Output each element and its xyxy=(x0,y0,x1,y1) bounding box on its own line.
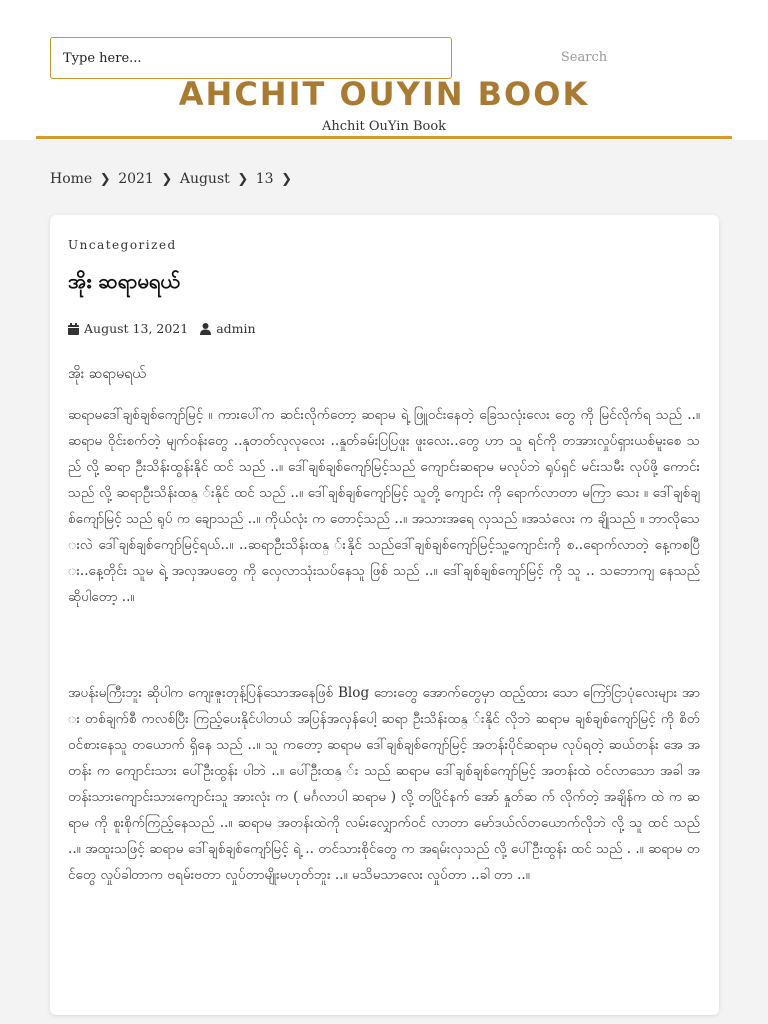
breadcrumb-month[interactable]: August xyxy=(179,171,230,187)
post-paragraph: ဆရာမဒေါ်ချစ်ချစ်ကျော်မြင့် ။ ကားပေါ်က ဆင်းလိုက်တော့ ဆရာမ ရဲ့ ဖြူဝင်းနေတဲ့ ခြေသလုံးလေး တွေ ကို မြင်လိုက်ရ သည် ..။ ဆရာမ ဝိုင်းစက်တဲ့ မျက်ဝန်းတွေ ..နုတတ်လုလုလေး ..နှုတ်ခမ်းပြပြဖူး ဖူးလေး..တွေ ဟာ သူ ရင်ကို တအားလှုပ်ရှားယစ်မူးစေ သည် လို့ ဆရာ ဦးသိန်းထွန်းနိုင် ထင် သည် ..။ ဒေါ်ချစ်ချစ်ကျော်မြင့်သည် ကျောင်းဆရာမ မလုပ်ဘဲ ရုပ်ရှင် မင်းသမီး လုပ်ဖို့ ကောင်း သည် လို့ ဆရာဦးသိန်းထန္ ်းနိုင် ထင် သည် ..။ ဒေါ်ချစ်ချစ်ကျော်မြင့် သူတို့ ကျောင်း ကို ရောက်လာတာ မကြာ သေး ။ ဒေါ်ချစ်ချစ်ကျော်မြင့် သည် ရုပ် က ချောသည် ..။ ကိုယ်လုံး က တောင့်သည် ..။ အသားအရေ လှသည် ။အသံလေး က ချိုသည် ။ ဘာလိုသေးလဲ ဒေါ်ချစ်ချစ်ကျော်မြင့်ရယ်..။ ..ဆရာဦးသိန်းထန္ ်းနိုင် သည်ဒေါ်ချစ်ချစ်ကျော်မြင့်သူ့ကျောင်းကို စ..ရောက်လာတဲ့ နေ့ကစပြီး..နေ့တိုင်း သူမ ရဲ့ အလှအပတွေ ကို လှေလာသုံးသပ်နေသူ ဖြစ် သည် ..။ ဒေါ်ချစ်ချစ်ကျော်မြင့် ကို သူ .. သဘောကျ နေသည် ဆိုပါတော့ ..။ xyxy=(68,407,700,605)
post-category-link[interactable]: Uncategorized xyxy=(68,238,177,252)
user-icon xyxy=(200,323,211,335)
site-tagline: Ahchit OuYin Book xyxy=(321,119,447,134)
site-title[interactable]: AHCHIT OUYIN BOOK xyxy=(178,75,590,113)
chevron-right-icon: ❯ xyxy=(281,171,293,187)
search-input[interactable] xyxy=(50,37,452,79)
post-paragraph: အပန်းမကြီးဘူး ဆိုပါက ကျေးဇူးတုန့်ပြန်သောအနေဖြစ် Blog ဘေးတွေ အောက်တွေမှာ ထည့်ထား သော ကြော်ငြာပုံလေးများ အား တစ်ချက်စီ ကလစ်ပြီး ကြည့်ပေးနိုင်ပါတယ် အပြန်အလှန်ပေါ့ ဆရာ ဦးသိန်းထန္ ်းနိုင် လိုဘဲ ဆရာမ ချစ်ချစ်ကျော်မြင့် ကို စိတ် ဝင်စားနေသူ တယောက် ရှိနေ သည် ..။ သူ ကတော့ ဆရာမ ဒေါ်ချစ်ချစ်ကျော်မြင့် အတန်းပိုင်ဆရာမ လုပ်ရတဲ့ ဆယ်တန်း အေ အတန်း က ကျောင်းသား ပေါ်ဦးထွန်း ပါဘဲ ..။ ပေါ်ဦးထန္ ်း သည် ဆရာမ ဒေါ်ချစ်ချစ်ကျော်မြင့် အတန်းထဲ ဝင်လာသော အခါ အတန်းသားကျောင်းသားကျောင်းသူ အားလုံး က ( မင်္ဂလာပါ ဆရာမ ) လို့ တပြိုင်နက် အော် နှုတ်ဆ က် လိုက်တဲ့ အချိန်က ထဲ က ဆရာမ ကို စူးစိုက်ကြည့်နေသည် ..။ ဆရာမ အတန်းထဲကို လမ်းလျှောက်ဝင် လာတာ မော်ဒယ်လ်တယောက်လိုဘဲ လို့ သူ ထင် သည် ..။ အထူးသဖြင့် ဆရာမ ဒေါ်ချစ်ချစ်ကျော်မြင့် ရဲ့ .. တင်သားစိုင်တွေ က အရမ်းလှသည် လို့ ပေါ်ဦးထွန်း ထင် သည် . .။ ဆရာမ တင်တွေ လှုပ်ခါတာက ဗရမ်းဗတာ လှုပ်တာမျိုးမဟုတ်ဘူး ..။ မသိမသာလေး လှုပ်တာ ..ခါ တာ ..။ xyxy=(68,685,700,883)
header-divider xyxy=(36,136,732,139)
chevron-right-icon: ❯ xyxy=(237,171,249,187)
breadcrumb xyxy=(50,168,300,190)
post-date: August 13, 2021 xyxy=(84,321,189,336)
breadcrumb-day[interactable]: 13 xyxy=(255,171,274,187)
search-button[interactable]: Search xyxy=(544,44,624,70)
calendar-icon xyxy=(68,323,79,335)
post-meta xyxy=(68,321,268,336)
chevron-right-icon: ❯ xyxy=(161,171,173,187)
post-title: အိုး ဆရာမရယ် xyxy=(68,269,180,293)
post-author: admin xyxy=(216,321,256,336)
post-author-link[interactable] xyxy=(200,321,255,336)
post-subheading: အိုး ဆရာမရယ် xyxy=(68,366,146,382)
chevron-right-icon: ❯ xyxy=(99,171,111,187)
breadcrumb-home[interactable]: Home xyxy=(50,171,93,187)
post-date-link[interactable] xyxy=(68,321,188,336)
breadcrumb-year[interactable]: 2021 xyxy=(118,171,154,187)
